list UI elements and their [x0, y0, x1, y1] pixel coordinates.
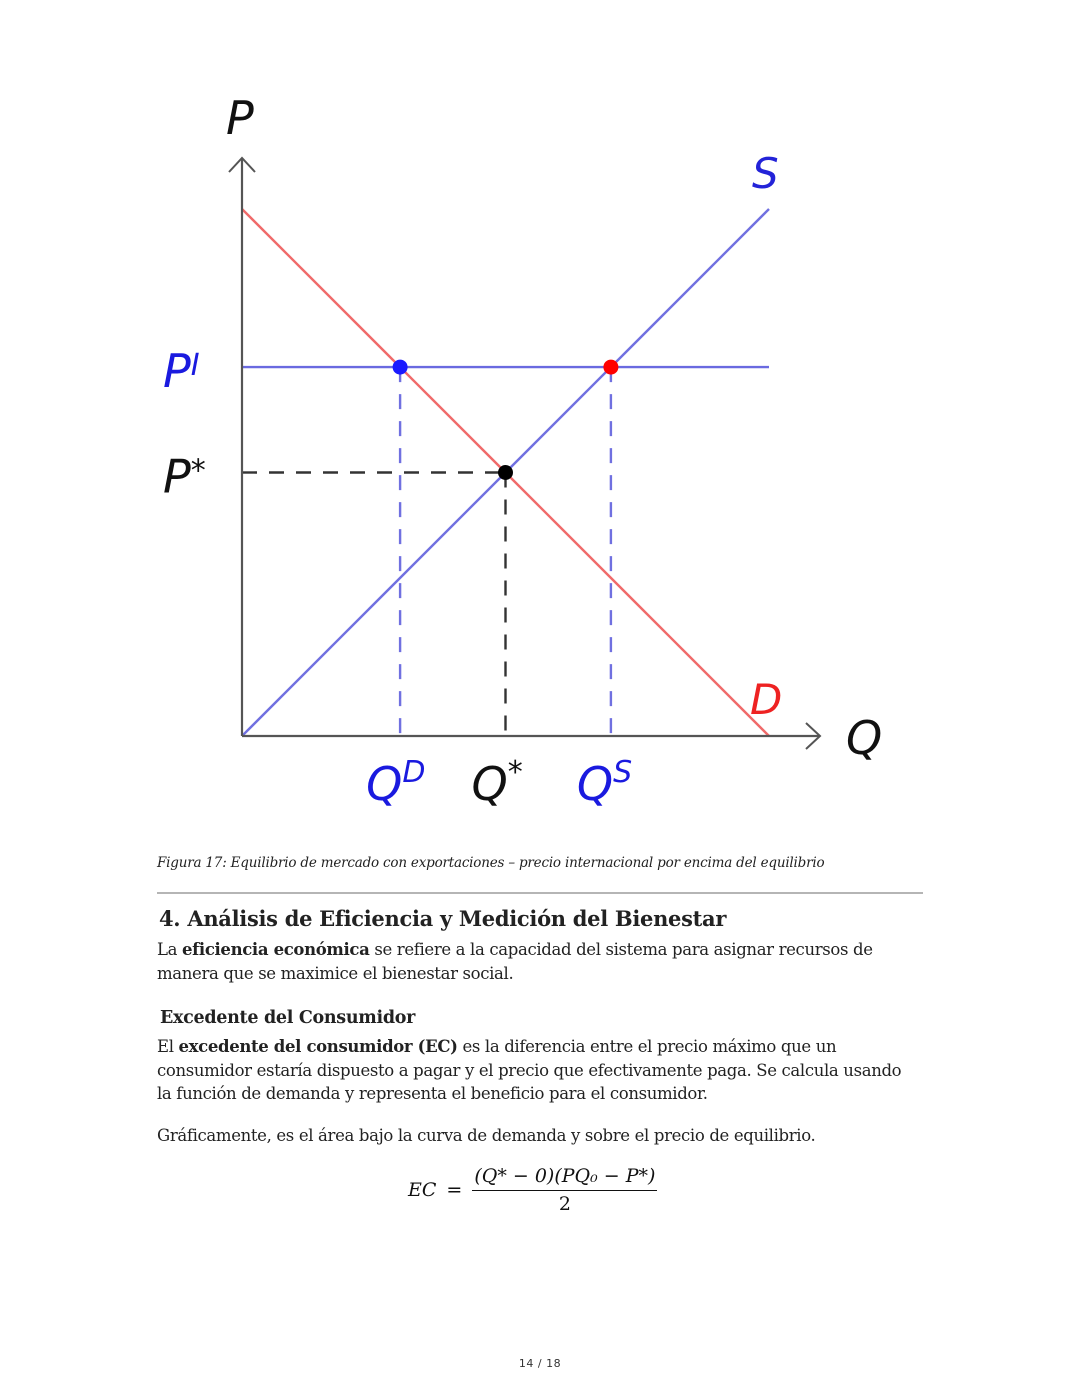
- series-label-s: S: [752, 149, 779, 198]
- y-tick-sup: *: [190, 453, 206, 489]
- consumer-surplus-paragraph: [157, 1035, 917, 1106]
- x-tick-label-q-s: [577, 755, 632, 811]
- formula-fraction: [472, 1165, 657, 1215]
- p1-bold-term: excedente del consumidor (EC): [178, 1037, 458, 1056]
- y-tick-sup: I: [190, 348, 200, 384]
- y-tick-label-p-star: [163, 450, 206, 504]
- x-tick-base: Q: [576, 757, 614, 811]
- marker-supply-at-world-price: [603, 360, 618, 375]
- section-heading: 4. Análisis de Eficiencia y Medición del Bienestar: [159, 906, 727, 931]
- y-axis-label: P: [226, 91, 254, 145]
- page-number: 14 / 18: [518, 1357, 562, 1370]
- intro-paragraph: [157, 938, 917, 985]
- y-tick-base: P: [163, 449, 191, 504]
- graphical-paragraph: Gráficamente, es el área bajo la curva de demanda y sobre el precio de equilibrio.: [157, 1126, 816, 1145]
- x-tick-base: Q: [366, 757, 403, 811]
- x-tick-base: Q: [471, 757, 508, 811]
- x-tick-sup: S: [613, 755, 633, 790]
- consumer-surplus-formula: [408, 1160, 657, 1220]
- x-tick-label-q-d: [366, 755, 425, 811]
- intro-suffix: se refiere a la capacidad del sistema para asignar recursos de manera que se maximice el bienestar social.: [157, 940, 873, 983]
- x-tick-label-q-star: [472, 755, 523, 811]
- y-tick-label-p-i: [163, 344, 200, 398]
- subsection-heading: Excedente del Consumidor: [160, 1008, 416, 1028]
- x-tick-sup: *: [507, 755, 523, 790]
- formula-lhs: EC: [408, 1179, 437, 1201]
- section-divider: [157, 892, 923, 894]
- intro-bold-term: eficiencia económica: [182, 940, 370, 959]
- figure-caption: Figura 17: Equilibrio de mercado con exportaciones – precio internacional por encima del equilibrio: [157, 855, 825, 871]
- y-tick-base: P: [163, 344, 191, 399]
- formula-denominator: 2: [558, 1193, 571, 1215]
- x-axis-label: Q: [846, 711, 883, 765]
- x-tick-sup: D: [402, 755, 426, 790]
- formula-equals: =: [446, 1179, 463, 1201]
- marker-demand-at-world-price: [393, 360, 408, 375]
- intro-prefix: La: [157, 940, 182, 959]
- formula-numerator: (Q* − 0)(PQ₀ − P*): [472, 1165, 657, 1191]
- p1-suffix: es la diferencia entre el precio máximo que un consumidor estaría dispuesto a pagar y el precio que efectivamente paga. Se calcula usando la función de demanda y representa el beneficio para el consumidor.: [157, 1037, 902, 1103]
- p1-prefix: El: [157, 1037, 179, 1056]
- series-label-d: D: [750, 675, 783, 724]
- marker-equilibrium: [498, 465, 513, 480]
